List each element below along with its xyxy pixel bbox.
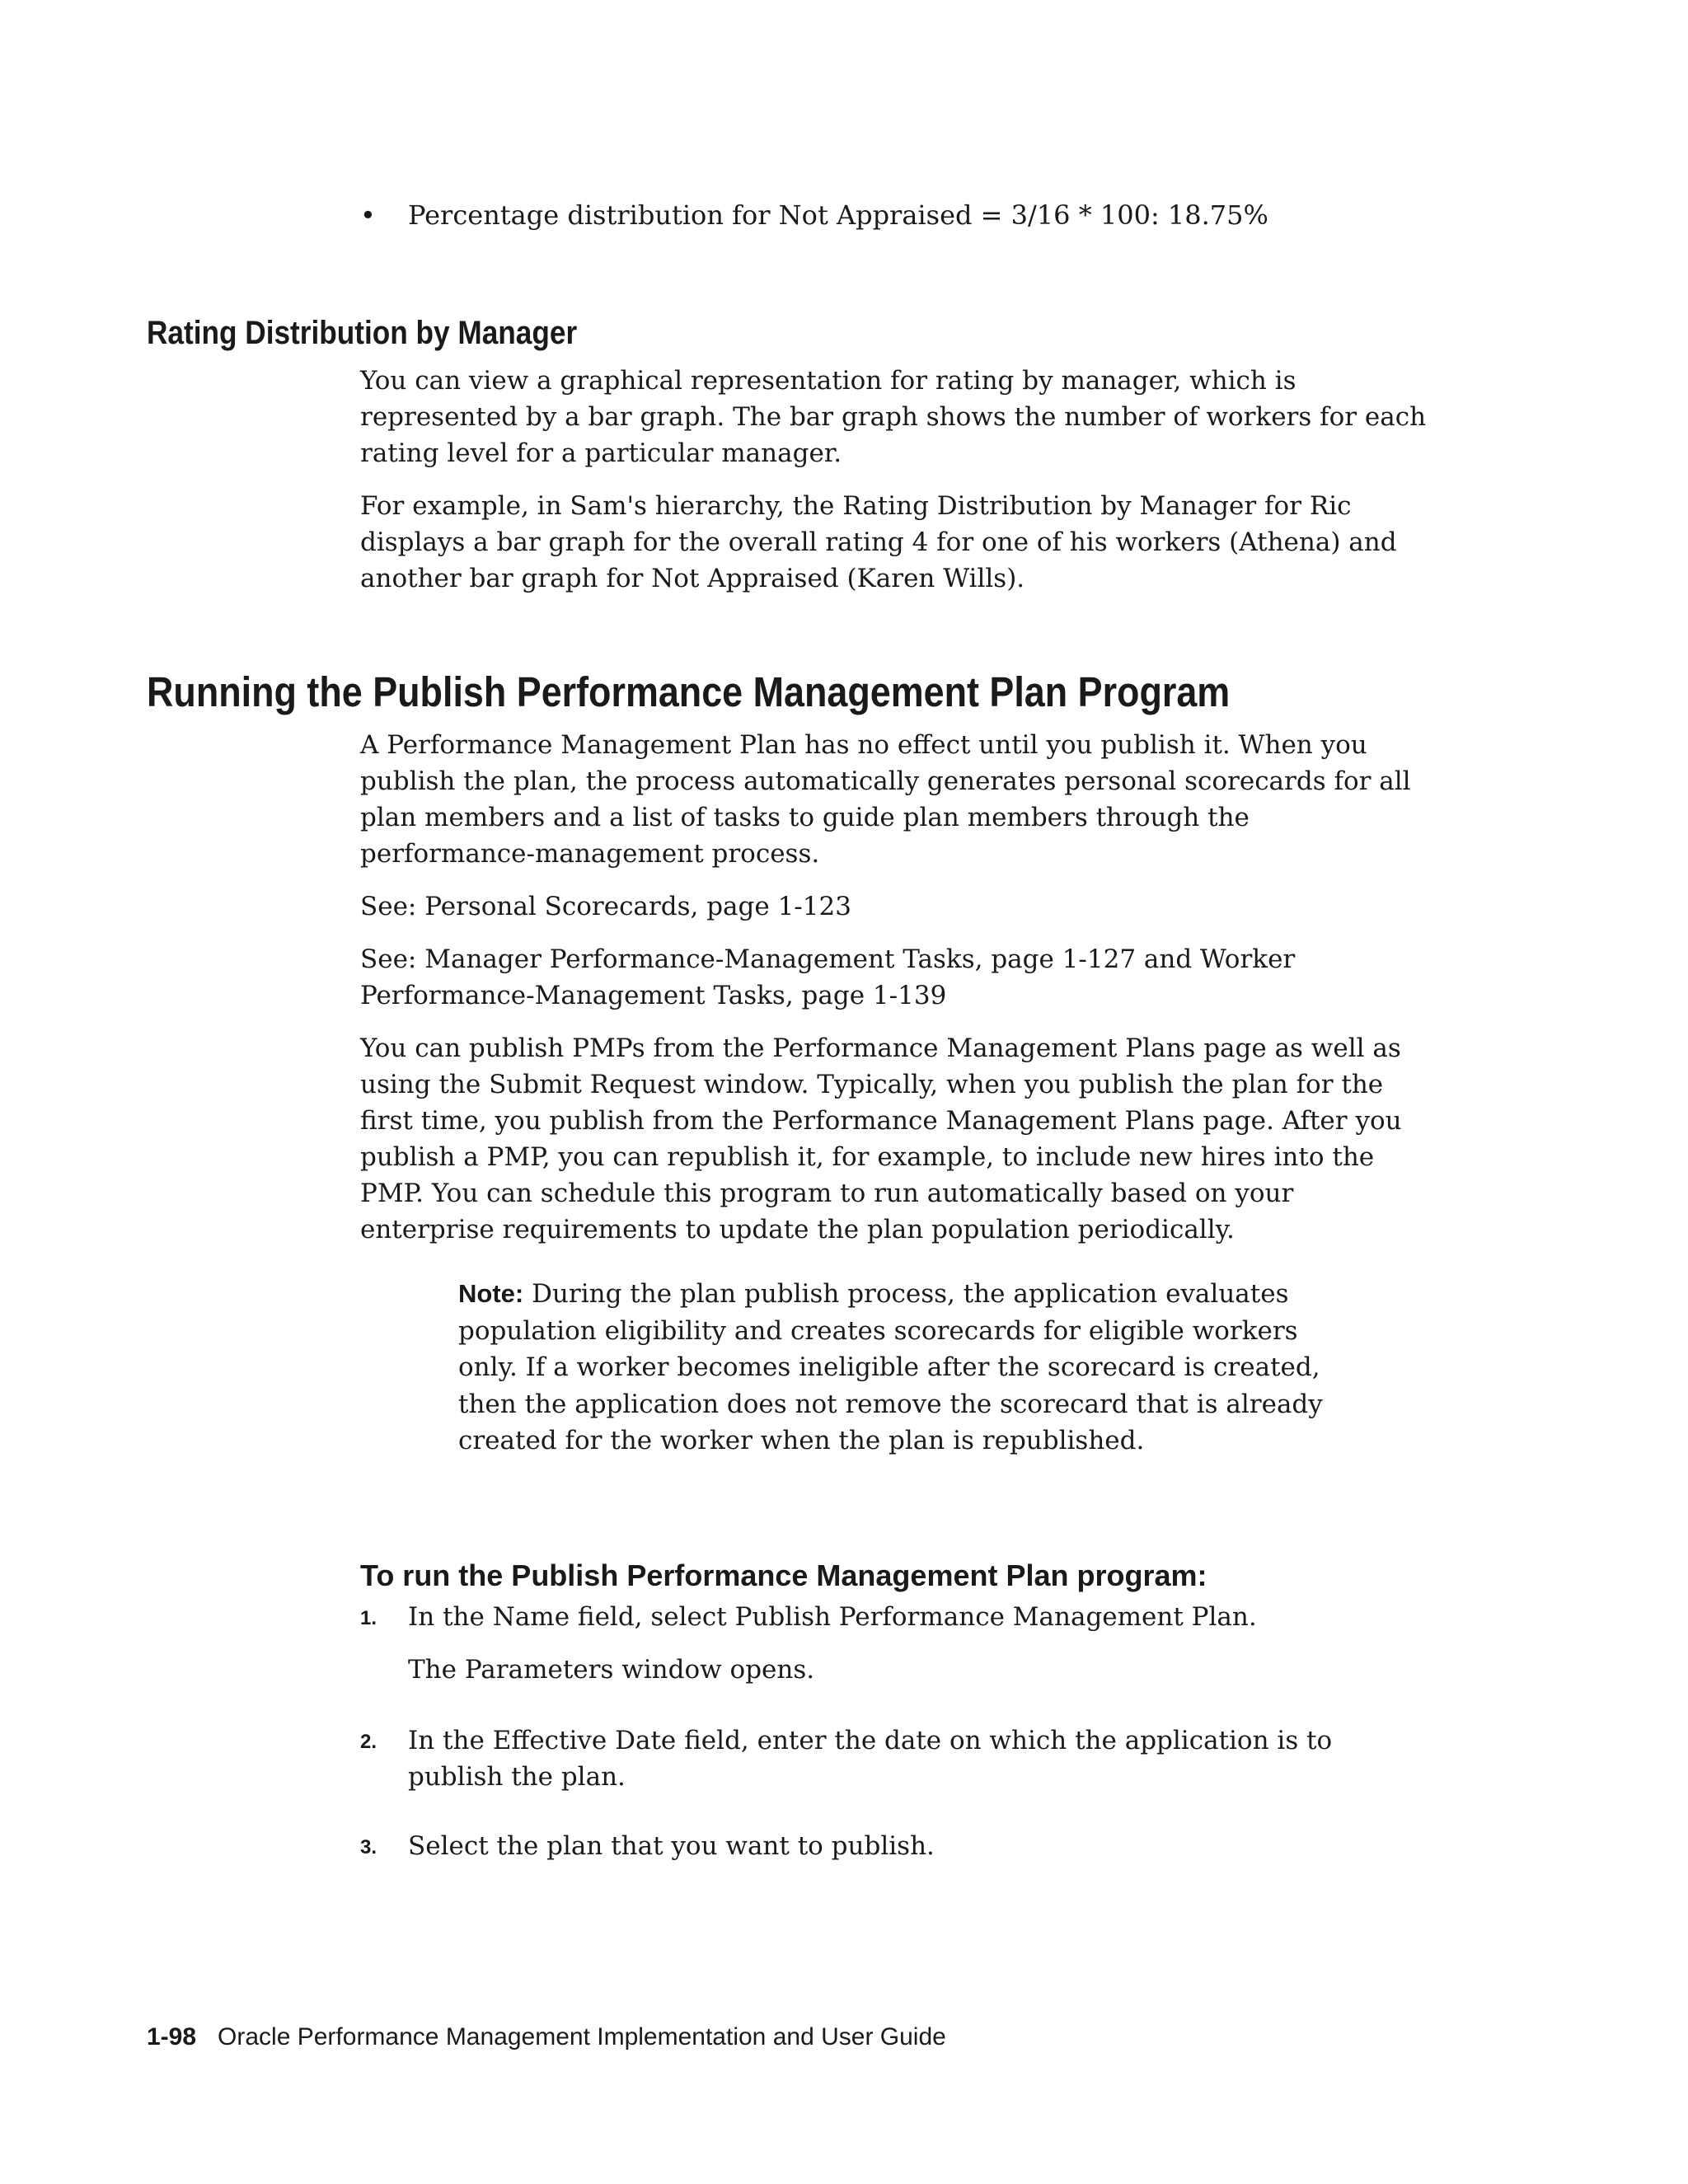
book-title: Oracle Performance Management Implementation and User Guide [218,2023,946,2050]
page-number: 1-98 [147,2023,197,2050]
publish-program-body [360,727,1432,1264]
paragraph: You can view a graphical representation for rating by manager, which is represented by a bar graph. The bar graph shows the number of workers for each rating level for a particular manager. [360,366,1427,468]
note-label: Note: [458,1279,524,1308]
step-text: In the Effective Date field, enter the date on which the application is to publish the plan. [408,1726,1333,1792]
see-reference: See: Manager Performance-Management Tasks, page 1-127 and Worker Performance-Management Tasks, page 1-139 [360,944,1296,1010]
paragraph: You can publish PMPs from the Performance Management Plans page as well as using the Submit Request window. Typically, when you publish the plan for the first time, you publish from the Performance Management Plans page. After you publish a PMP, you can republish it, for example, to include new hires into the PMP. You can schedule this program to run automatically based on your enterprise requirements to update the plan population periodically. [360,1033,1402,1244]
procedure-step-3 [360,1828,1432,1864]
note-box [458,1276,1348,1460]
section-heading-publish-program: Running the Publish Performance Management Plan Program [147,668,1231,715]
step-text: In the Name field, select Publish Performance Management Plan. [408,1602,1257,1632]
bullet-icon: • [360,199,376,231]
page-footer [147,2021,946,2054]
section-heading-rating-distribution: Rating Distribution by Manager [147,315,578,351]
step-number: 3. [360,1836,377,1858]
procedure-step-1 [360,1599,1432,1688]
note-text: During the plan publish process, the application evaluates population eligibility and creates scorecards for eligible workers only. If a worker becomes ineligible after the scorecard is created, then the application does not remove the scorecard that is already created for the worker when the plan is republished. [458,1279,1323,1455]
step-result: The Parameters window opens. [408,1655,815,1685]
procedure-heading: To run the Publish Performance Management Plan program: [360,1558,1207,1592]
step-text: Select the plan that you want to publish. [408,1831,935,1861]
procedure-step-2 [360,1722,1432,1795]
paragraph: A Performance Management Plan has no effect until you publish it. When you publish the plan, the process automatically generates personal scorecards for all plan members and a list of tasks to guide plan members through the performance-management process. [360,730,1411,869]
paragraph: For example, in Sam's hierarchy, the Rating Distribution by Manager for Ric displays a bar graph for the overall rating 4 for one of his workers (Athena) and another bar graph for Not Appraised (Karen Wills). [360,491,1397,593]
see-reference: See: Personal Scorecards, page 1-123 [360,892,851,921]
rating-distribution-body [360,363,1432,613]
step-number: 2. [360,1731,377,1753]
bullet-text: Percentage distribution for Not Appraised = 3/16 * 100: 18.75% [408,199,1268,231]
step-number: 1. [360,1607,377,1629]
